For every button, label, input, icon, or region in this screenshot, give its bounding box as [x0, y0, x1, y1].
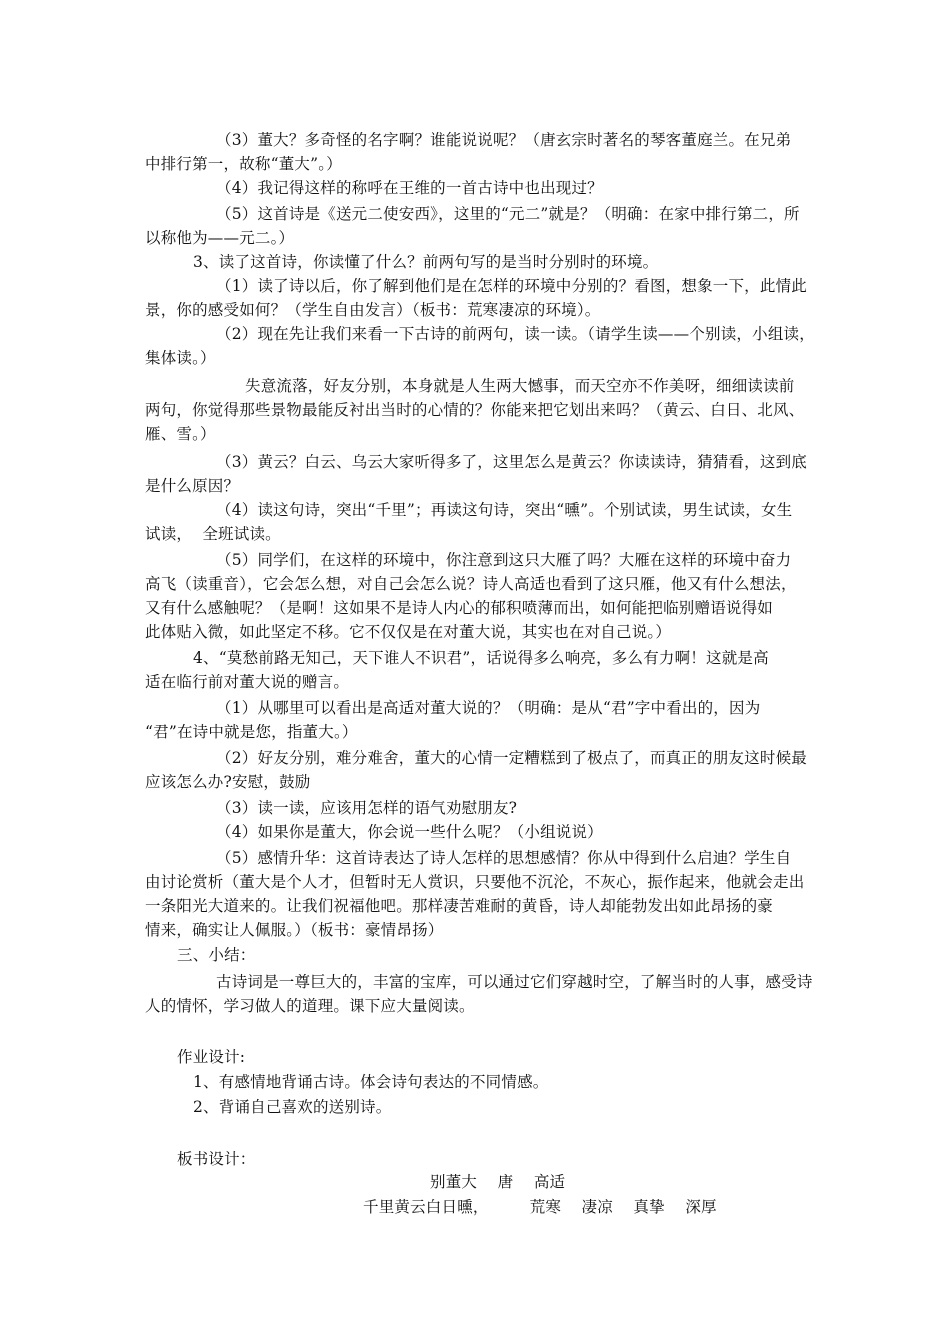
text-line: （5）这首诗是《送元二使安西》，这里的“元二”就是？（明确：在家中排行第二，所	[216, 205, 800, 223]
text-line: 是什么原因？	[145, 477, 240, 495]
text-line: （2）好友分别，难分难舍，董大的心情一定糟糕到了极点了，而真正的朋友这时候最	[216, 749, 807, 767]
list-item: 1、有感情地背诵古诗。体会诗句表达的不同情感。	[193, 1073, 549, 1091]
text-line: 以称他为——元二。）	[145, 229, 295, 247]
text-line: 一条阳光大道来的。让我们祝福他吧。那样凄苦难耐的黄昏，诗人却能勃发出如此昂扬的豪	[145, 897, 774, 915]
text-line: 景，你的感受如何？（学生自由发言）（板书：荒寒凄凉的环境）。	[145, 301, 601, 319]
text-line: （3）黄云？白云、乌云大家听得多了，这里怎么是黄云？你读读诗，猜猜看，这到底	[216, 453, 807, 471]
text-line: （5）感情升华：这首诗表达了诗人怎样的思想感情？你从中得到什么启迪？学生自	[216, 849, 792, 867]
text-line: （1）从哪里可以看出是高适对董大说的？（明确：是从“君”字中看出的，因为	[216, 699, 761, 717]
text-line: 由讨论赏析（董大是个人才，但暂时无人赏识，只要他不沉沦，不灰心，振作起来，他就会走出	[145, 873, 805, 891]
text-line: 高飞（读重音），它会怎么想，对自己会怎么说？诗人高适也看到了这只雁，他又有什么想法，	[145, 575, 797, 593]
text-line: 3、读了这首诗，你读懂了什么？前两句写的是当时分别时的环境。	[193, 253, 659, 271]
text-line: 应该怎么办?安慰，鼓励	[145, 773, 311, 791]
text-line: （5）同学们，在这样的环境中，你注意到这只大雁了吗？大雁在这样的环境中奋力	[216, 551, 792, 569]
board-title: 别董大 唐 高适	[430, 1173, 566, 1191]
text-line: 失意流落，好友分别，本身就是人生两大憾事，而天空亦不作美呀，细细读读前	[245, 377, 795, 395]
section-heading: 作业设计:	[177, 1048, 246, 1066]
text-line: 试读， 全班试读。	[145, 525, 281, 543]
text-line: 集体读。）	[145, 349, 216, 367]
text-line: 古诗词是一尊巨大的，丰富的宝库，可以通过它们穿越时空，了解当时的人事，感受诗	[216, 973, 813, 991]
text-line: 雁、雪。）	[145, 425, 216, 443]
text-line: （3）董大？多奇怪的名字啊？谁能说说呢？（唐玄宗时著名的琴客董庭兰。在兄弟	[216, 131, 792, 149]
text-line: （4）读这句诗，突出“千里”；再读这句诗，突出“曛”。个别试读，男生试读，女生	[216, 501, 793, 519]
text-line: 情来，确实让人佩服。）（板书：豪情昂扬）	[145, 921, 444, 939]
text-line: 人的情怀，学习做人的道理。课下应大量阅读。	[145, 997, 475, 1015]
section-heading: 三、小结：	[177, 946, 256, 964]
text-line: 又有什么感触呢？（是啊！这如果不是诗人内心的郁积喷薄而出，如何能把临别赠语说得如	[145, 599, 774, 617]
text-line: 适在临行前对董大说的赠言。	[145, 673, 350, 691]
text-line: 中排行第一，故称“董大”。）	[145, 155, 342, 173]
text-line: 两句，你觉得那些景物最能反衬出当时的心情的？你能来把它划出来吗？（黄云、白日、北风、	[145, 401, 805, 419]
text-line: （2）现在先让我们来看一下古诗的前两句，读一读。（请学生读——个别读，小组读，	[216, 325, 815, 343]
list-item: 2、背诵自己喜欢的送别诗。	[193, 1098, 392, 1116]
board-content: 千里黄云白日曛， 荒寒 凄凉 真挚 深厚	[363, 1198, 717, 1216]
text-line: “君”在诗中就是您，指董大。）	[145, 723, 358, 741]
text-line: （4）我记得这样的称呼在王维的一首古诗中也出现过？	[216, 179, 603, 197]
text-line: （3）读一读，应该用怎样的语气劝慰朋友?	[216, 799, 518, 817]
text-line: （4）如果你是董大，你会说一些什么呢？（小组说说）	[216, 823, 603, 841]
text-line: 4、“莫愁前路无知己，天下谁人不识君”，话说得多么响亮，多么有力啊！这就是高	[193, 649, 769, 667]
text-line: 此体贴入微，如此坚定不移。它不仅仅是在对董大说，其实也在对自己说。）	[145, 623, 672, 641]
text-line: （1）读了诗以后，你了解到他们是在怎样的环境中分别的？看图，想象一下，此情此	[216, 277, 807, 295]
section-heading: 板书设计：	[177, 1150, 256, 1168]
